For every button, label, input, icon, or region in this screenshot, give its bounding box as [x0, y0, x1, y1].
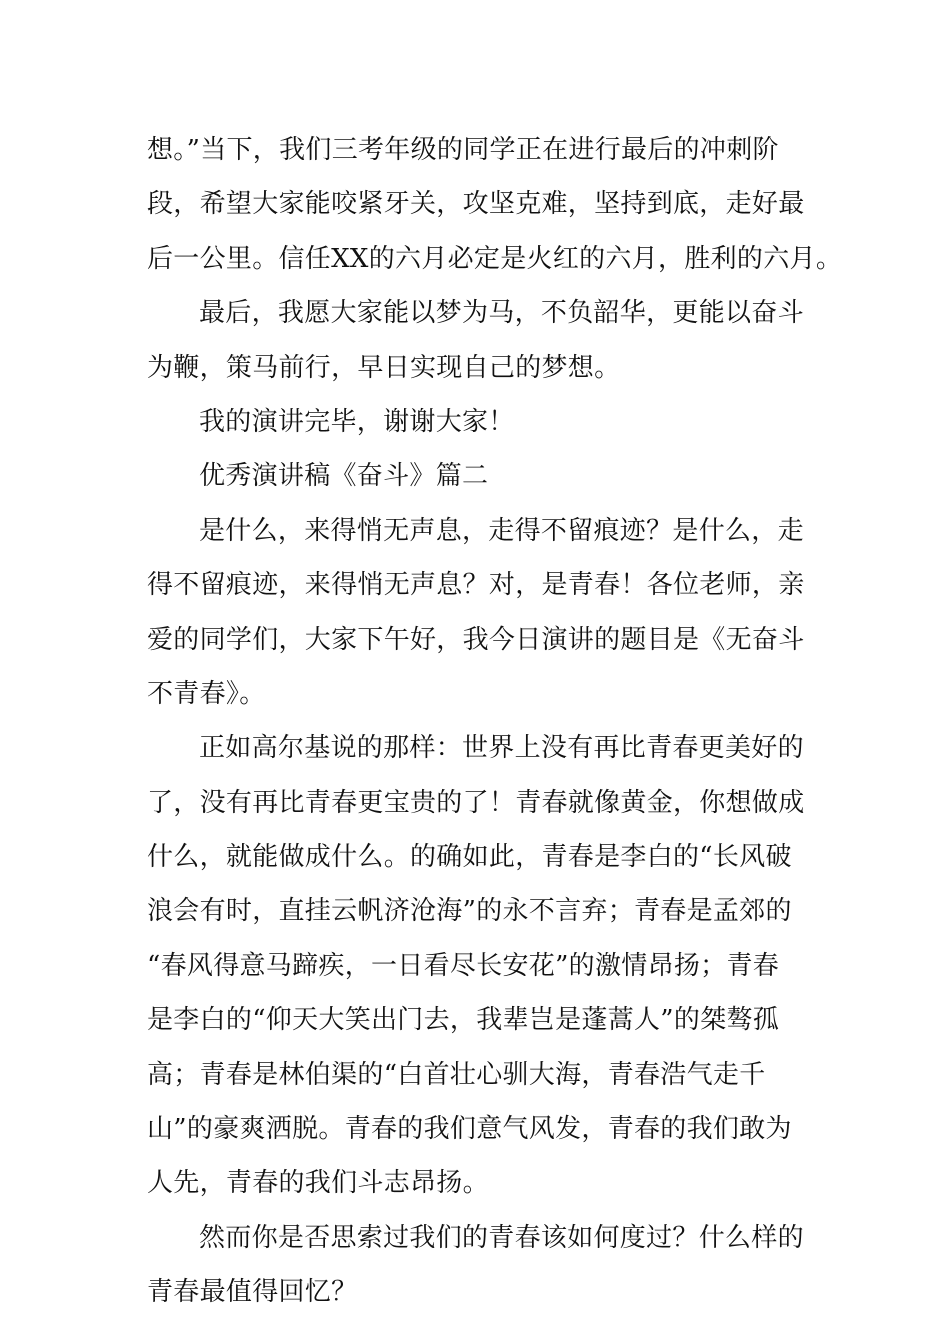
document-body — [147, 123, 843, 1320]
paragraph-first-line: 是什么，来得悄无声息，走得不留痕迹？是什么，走 — [199, 515, 804, 546]
text-line: 段，希望大家能咬紧牙关，攻坚克难，坚持到底，走好最 — [147, 189, 805, 220]
text-line: 想。”当下，我们三考年级的同学正在进行最后的冲刺阶 — [147, 135, 779, 165]
paragraph-first-line: 然而你是否思索过我们的青春该如何度过？什么样的 — [199, 1222, 804, 1253]
text-line: “春风得意马蹄疾，一日看尽长安花”的激情昂扬；青春 — [147, 950, 780, 981]
text-line: 浪会有时，直挂云帆济沧海”的永不言弃；青春是孟郊的 — [147, 896, 792, 927]
text-line: 什么，就能做成什么。的确如此，青春是李白的“长风破 — [147, 842, 792, 873]
text-line: 不青春》。 — [147, 678, 266, 709]
paragraph-first-line: 正如高尔基说的那样：世界上没有再比青春更美好的 — [199, 733, 804, 764]
closing-line: 我的演讲完毕，谢谢大家！ — [199, 406, 515, 437]
text-line: 爱的同学们，大家下午好，我今日演讲的题目是《无奋斗 — [147, 624, 805, 655]
text-line: 得不留痕迹，来得悄无声息？对，是青春！各位老师，亲 — [147, 570, 805, 601]
text-line: 山”的豪爽洒脱。青春的我们意气风发，青春的我们敢为 — [147, 1114, 792, 1145]
text-line: 后一公里。信任XX的六月必定是火红的六月，胜利的六月。 — [147, 243, 843, 274]
text-line: 了，没有再比青春更宝贵的了！青春就像黄金，你想做成 — [147, 787, 805, 818]
text-line: 青春最值得回忆？ — [147, 1277, 358, 1308]
text-line: 人先，青春的我们斗志昂扬。 — [147, 1168, 489, 1199]
section-heading: 优秀演讲稿《奋斗》篇二 — [199, 461, 489, 492]
text-line: 高；青春是林伯渠的“白首壮心驯大海，青春浩气走千 — [147, 1059, 766, 1090]
paragraph-first-line: 最后，我愿大家能以梦为马，不负韶华，更能以奋斗 — [199, 298, 804, 329]
text-line: 是李白的“仰天大笑出门去，我辈岂是蓬蒿人”的桀骜孤 — [147, 1005, 780, 1036]
text-line: 为鞭，策马前行，早日实现自己的梦想。 — [147, 352, 621, 383]
